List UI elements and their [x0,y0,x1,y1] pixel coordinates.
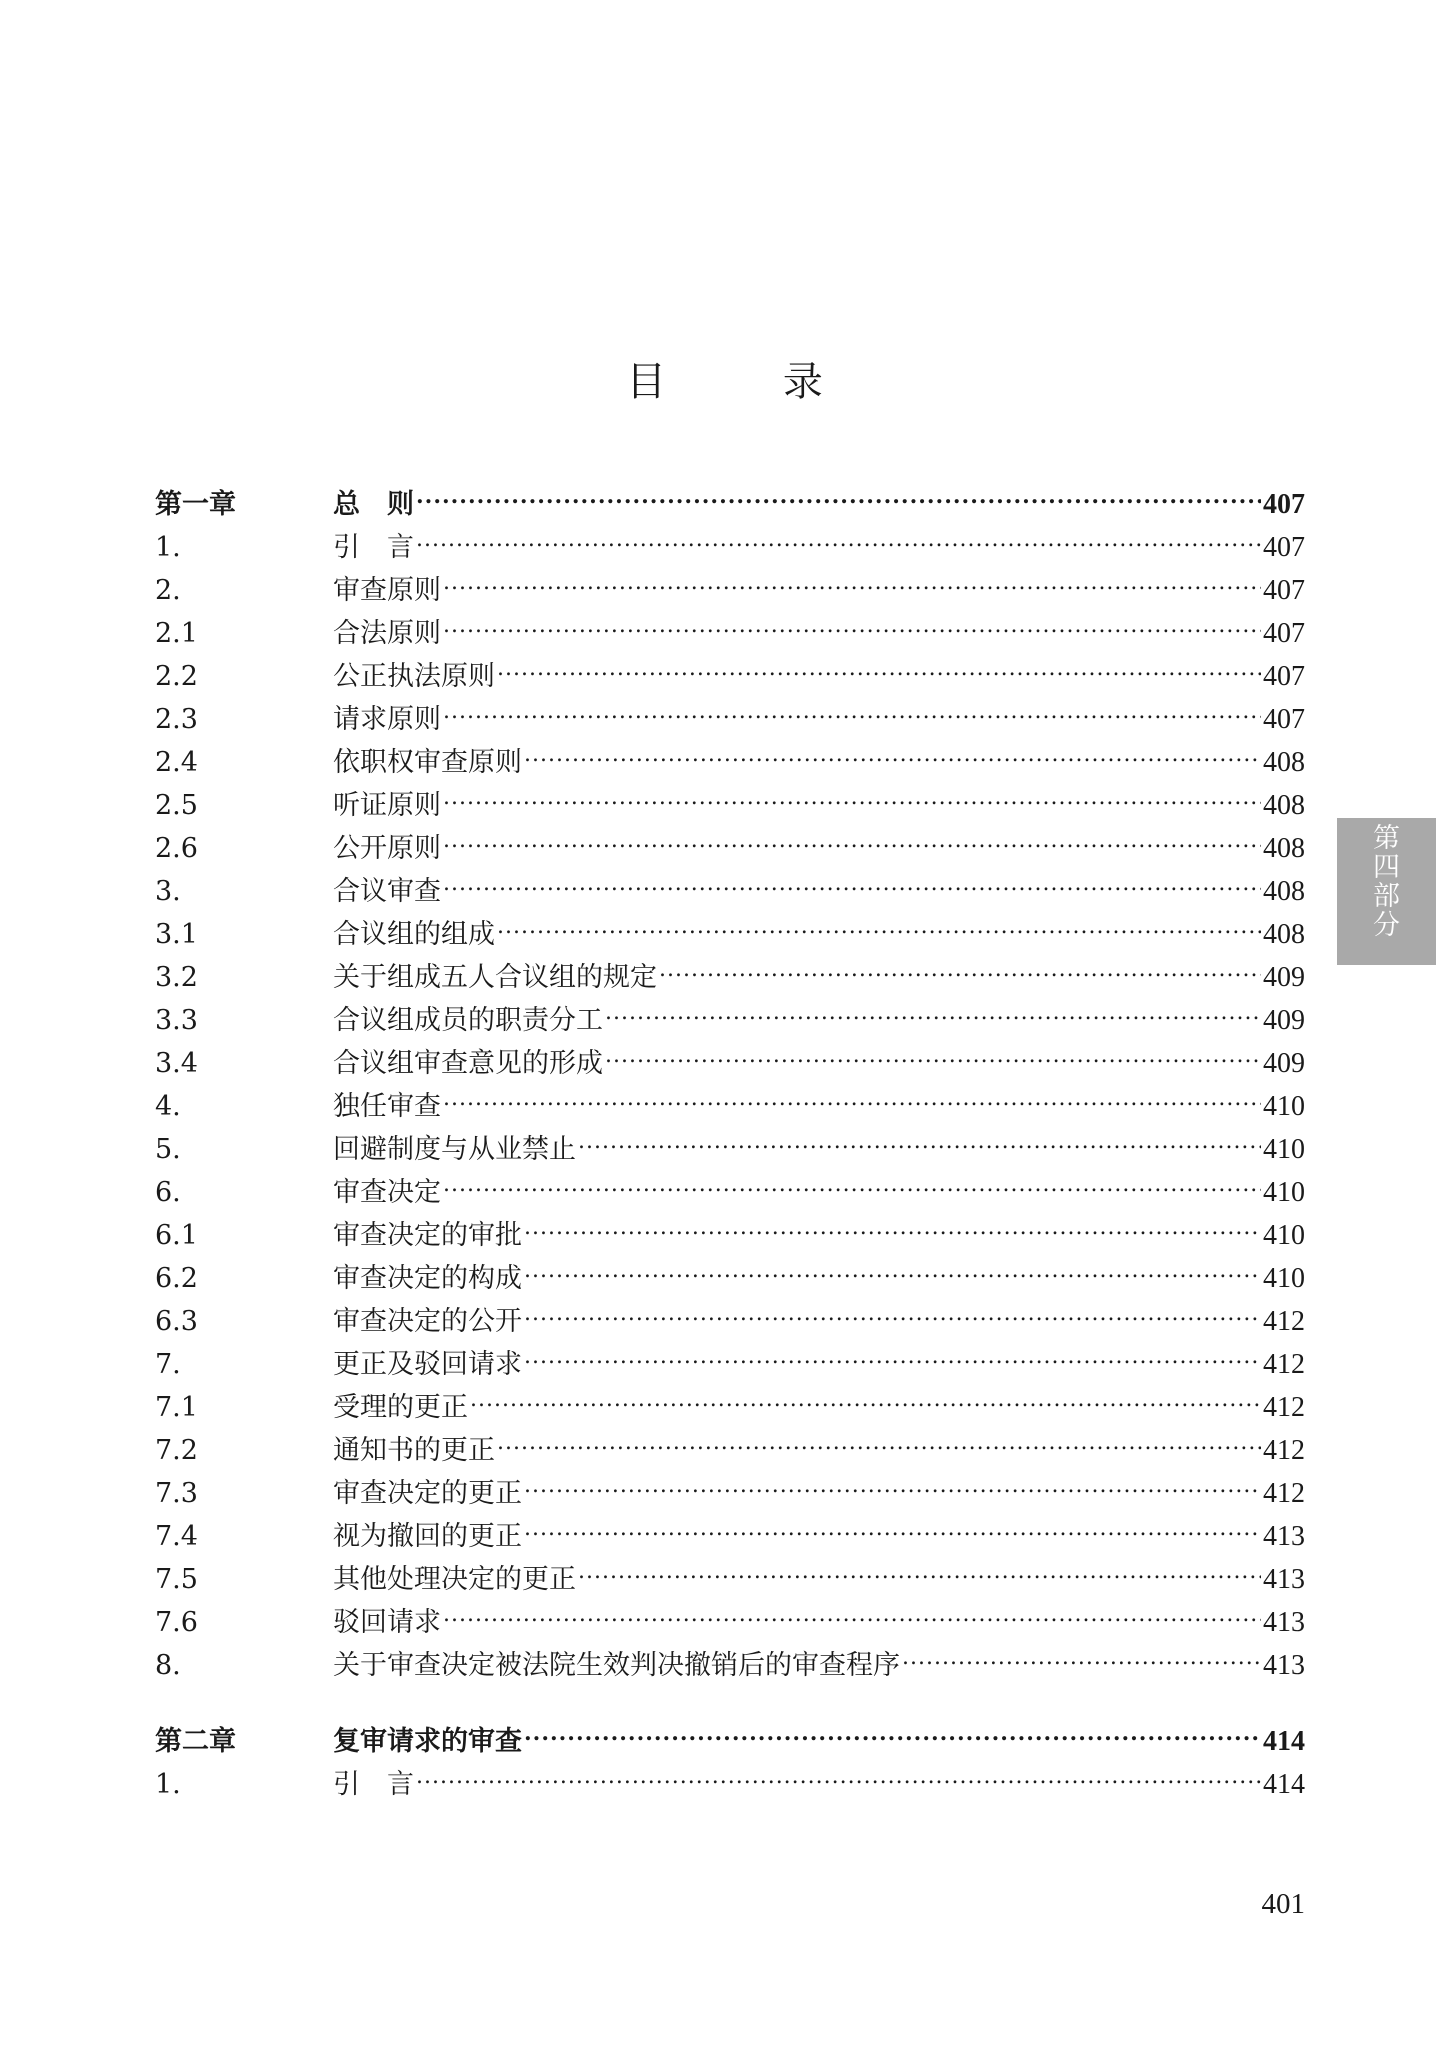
toc-title: 回避制度与从业禁止 [333,1134,576,1165]
toc-title: 驳回请求 [333,1607,441,1638]
toc-page-number: 407 [1263,704,1305,735]
toc-number: 3. [155,876,181,907]
toc-chapter-row[interactable] [155,470,1305,520]
toc-title: 关于组成五人合议组的规定 [333,962,657,993]
toc-leader-dots [497,642,1261,685]
toc-page-number: 414 [1263,1726,1305,1757]
toc-leader-dots [443,599,1261,642]
toc-page-number: 408 [1263,747,1305,778]
toc-page-number: 407 [1263,618,1305,649]
toc-number: 2.4 [155,747,198,778]
toc-leader-dots [524,1330,1261,1373]
toc-title: 公开原则 [333,833,441,864]
toc-page-number: 414 [1263,1769,1305,1800]
toc-leader-dots [524,728,1261,771]
toc-title: 审查决定的审批 [333,1220,522,1251]
section-side-tab [1337,818,1436,965]
toc-page-number: 410 [1263,1263,1305,1294]
toc-page-number: 407 [1263,575,1305,606]
toc-number: 7.2 [155,1435,198,1466]
toc-page-number: 407 [1263,661,1305,692]
page-number: 401 [1261,1888,1305,1920]
toc-page-number: 409 [1263,962,1305,993]
toc-number: 6.2 [155,1263,198,1294]
side-tab-char: 部 [1373,881,1400,912]
toc-leader-dots [416,1750,1261,1793]
toc-leader-dots [497,1416,1261,1459]
toc-number: 3.3 [155,1005,198,1036]
toc-page-number: 413 [1263,1607,1305,1638]
toc-number: 7.6 [155,1607,198,1638]
toc-leader-dots [443,685,1261,728]
toc-page-number: 412 [1263,1435,1305,1466]
toc-number: 第二章 [155,1726,236,1757]
toc-number: 6. [155,1177,181,1208]
toc-page-number: 407 [1263,532,1305,563]
toc-number: 7. [155,1349,181,1380]
toc-leader-dots [605,986,1261,1029]
toc-title: 审查决定的更正 [333,1478,522,1509]
toc-leader-dots [443,814,1261,857]
toc-number: 2.3 [155,704,198,735]
toc-title: 总 则 [333,489,414,520]
toc-number: 第一章 [155,489,236,520]
toc-leader-dots [578,1115,1261,1158]
toc-page-number: 410 [1263,1220,1305,1251]
toc-page-number: 410 [1263,1134,1305,1165]
toc-number: 3.1 [155,919,198,950]
toc-page-number: 410 [1263,1177,1305,1208]
toc-leader-dots [578,1545,1261,1588]
toc-page-number: 408 [1263,876,1305,907]
toc-number: 7.3 [155,1478,198,1509]
side-tab-char: 四 [1373,852,1400,883]
toc-title: 合议审查 [333,876,441,907]
toc-number: 1. [155,532,181,563]
toc-page-number: 412 [1263,1306,1305,1337]
toc-leader-dots [902,1631,1261,1674]
toc-number: 2.6 [155,833,198,864]
toc-leader-dots [659,943,1261,986]
toc-chapter-row[interactable] [155,1707,1305,1757]
toc-number: 7.5 [155,1564,198,1595]
toc-page-number: 409 [1263,1005,1305,1036]
toc-title: 复审请求的审查 [333,1726,522,1757]
toc-number: 6.3 [155,1306,198,1337]
toc-title: 更正及驳回请求 [333,1349,522,1380]
toc-title: 审查决定的构成 [333,1263,522,1294]
toc-leader-dots [416,513,1261,556]
toc-title: 通知书的更正 [333,1435,495,1466]
toc-leader-dots [497,900,1261,943]
toc-title: 引 言 [333,1769,414,1800]
toc-number: 2. [155,575,181,606]
toc-title: 关于审查决定被法院生效判决撤销后的审查程序 [333,1650,900,1681]
toc-title: 其他处理决定的更正 [333,1564,576,1595]
toc-number: 8. [155,1650,181,1681]
toc-number: 2.1 [155,618,198,649]
toc-leader-dots [443,1158,1261,1201]
toc-title: 受理的更正 [333,1392,468,1423]
toc-title: 合议组的组成 [333,919,495,950]
side-tab-char: 第 [1373,823,1400,854]
toc-leader-dots [524,1707,1261,1750]
toc-number: 2.2 [155,661,198,692]
toc-number: 5. [155,1134,181,1165]
side-tab-char: 分 [1373,910,1400,941]
toc-title: 听证原则 [333,790,441,821]
toc-title: 审查原则 [333,575,441,606]
toc-number: 2.5 [155,790,198,821]
toc-title: 合法原则 [333,618,441,649]
toc-page-number: 408 [1263,790,1305,821]
toc-leader-dots [524,1502,1261,1545]
toc-page-number: 408 [1263,919,1305,950]
toc-leader-dots [443,771,1261,814]
toc-leader-dots [470,1373,1261,1416]
toc-leader-dots [443,857,1261,900]
toc-title: 依职权审查原则 [333,747,522,778]
toc-title: 公正执法原则 [333,661,495,692]
toc-title: 审查决定 [333,1177,441,1208]
toc-title: 合议组审查意见的形成 [333,1048,603,1079]
toc-title: 请求原则 [333,704,441,735]
toc-title: 独任审查 [333,1091,441,1122]
toc-leader-dots [443,1072,1261,1115]
toc-page-number: 412 [1263,1478,1305,1509]
toc-page-number: 408 [1263,833,1305,864]
toc-title: 合议组成员的职责分工 [333,1005,603,1036]
toc-title: 审查决定的公开 [333,1306,522,1337]
toc-number: 7.4 [155,1521,198,1552]
toc-leader-dots [524,1244,1261,1287]
toc-number: 3.2 [155,962,198,993]
toc-title: 视为撤回的更正 [333,1521,522,1552]
toc-leader-dots [416,470,1261,513]
toc-leader-dots [524,1287,1261,1330]
toc-number: 3.4 [155,1048,198,1079]
toc-page-number: 412 [1263,1392,1305,1423]
toc-leader-dots [524,1459,1261,1502]
toc-number: 7.1 [155,1392,198,1423]
toc-number: 1. [155,1769,181,1800]
toc-leader-dots [524,1201,1261,1244]
toc-leader-dots [443,556,1261,599]
table-of-contents [155,470,1305,1800]
toc-page-number: 413 [1263,1650,1305,1681]
toc-leader-dots [443,1588,1261,1631]
page-title: 目 录 [626,359,875,405]
toc-number: 4. [155,1091,181,1122]
toc-page-number: 412 [1263,1349,1305,1380]
toc-page-number: 407 [1263,489,1305,520]
toc-leader-dots [605,1029,1261,1072]
toc-number: 6.1 [155,1220,198,1251]
toc-title: 引 言 [333,532,414,563]
toc-page-number: 409 [1263,1048,1305,1079]
toc-page-number: 413 [1263,1564,1305,1595]
toc-page-number: 413 [1263,1521,1305,1552]
toc-page-number: 410 [1263,1091,1305,1122]
